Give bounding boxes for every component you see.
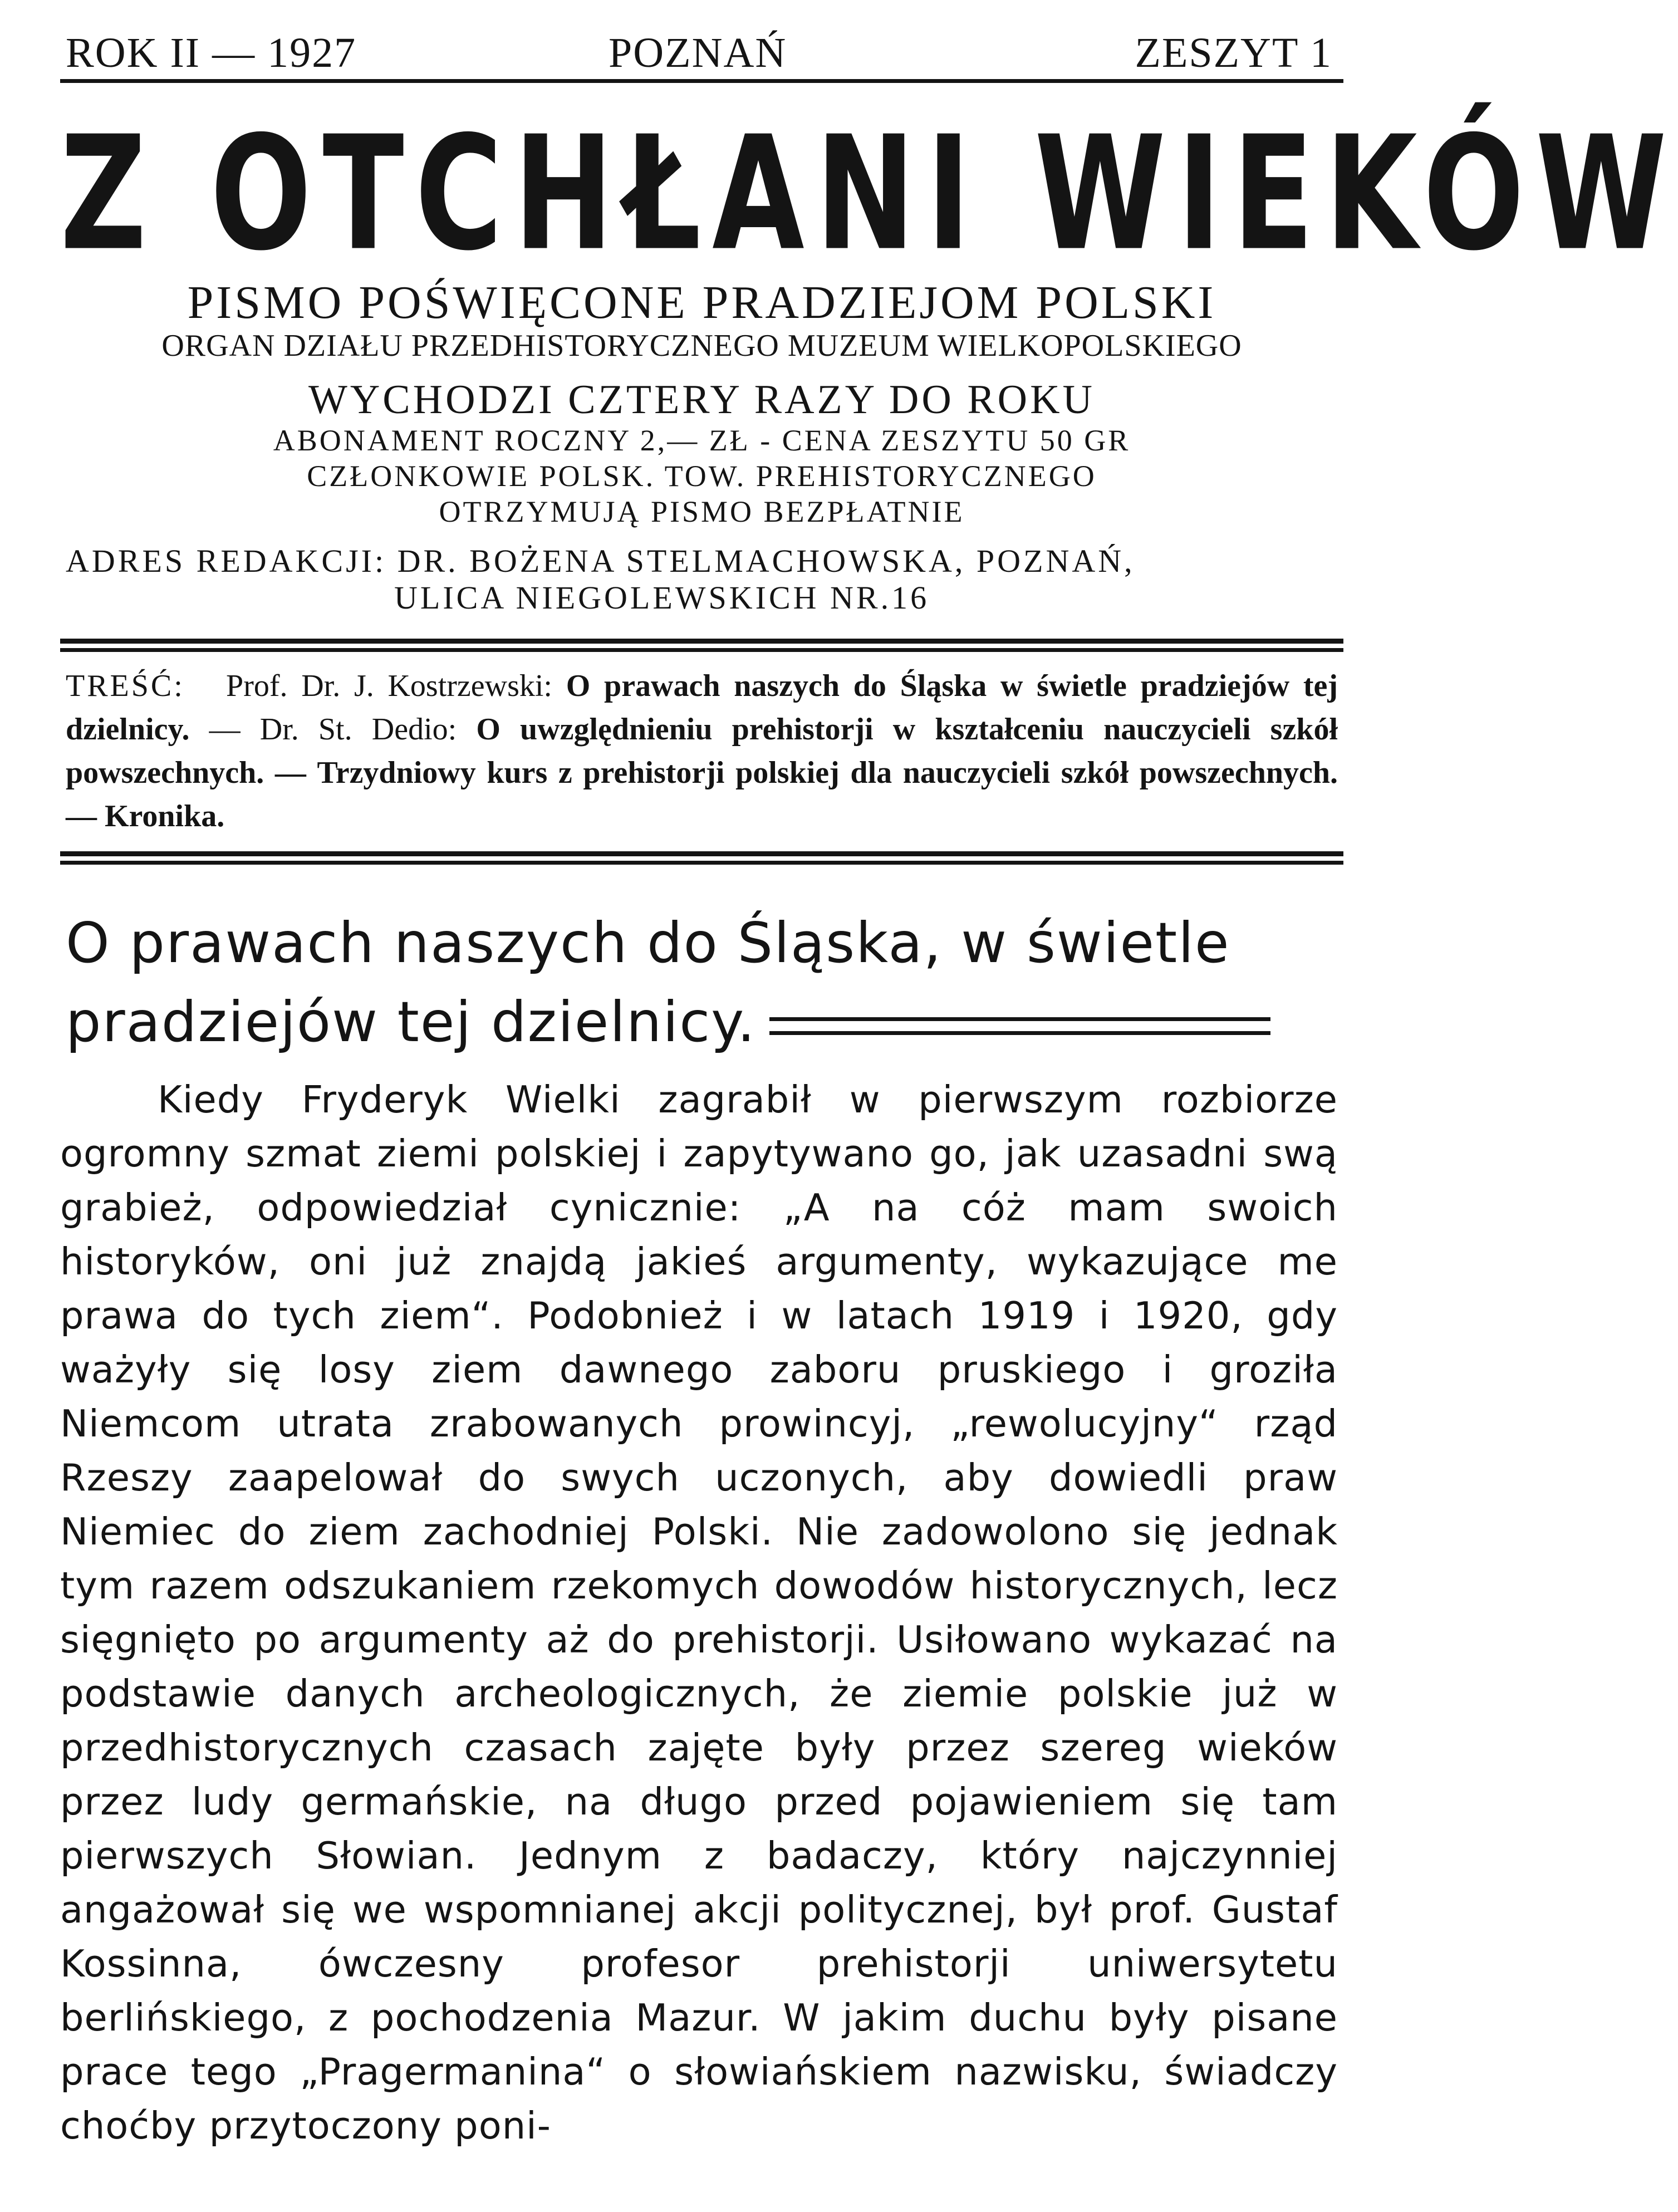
title-ornament-rule (769, 1017, 1270, 1035)
members-info-line1: CZŁONKOWIE POLSK. TOW. PREHISTORYCZNEGO (307, 459, 1097, 493)
contents-author2: Dr. St. Dedio: (259, 712, 457, 747)
publication-city: POZNAŃ (609, 30, 787, 76)
editorial-address (60, 543, 1343, 616)
subscription-info: ABONAMENT ROCZNY 2,— ZŁ - CENA ZESZYTU 50 GR (273, 424, 1131, 457)
address-line1: ADRES REDAKCJI: DR. BOŻENA STELMACHOWSKA, POZNAŃ, (66, 543, 1135, 579)
contents-title1: O prawach naszych do Śląska w świetle pradziejów tej dzielnicy. (66, 669, 1338, 747)
contents-title3: Trzydniowy kurs z prehistorji polskiej dla nauczycieli szkół powszechnych. (317, 756, 1338, 790)
article-title (60, 904, 1343, 1062)
article-paragraph: Kiedy Fryderyk Wielki zagrabił w pierwszym rozbiorze ogromny szmat ziemi polskiej i zapytywano go, jak uzasadni swą grabież, odpowiedział cynicznie: „A na cóż mam swoich historyków, oni już znajdą jakieś argumenty, wykazujące me prawa do tych ziem“. Podobnież i w latach 1919 i 1920, gdy ważyły się losy ziem dawnego zaboru pruskiego i groziła Niemcom utrata zrabowanych prowincyj, „rewolucyjny“ rząd Rzeszy zaapelował do swych uczonych, aby dowiedli praw Niemiec do ziem zachodniej Polski. Nie zadowolono się jednak tym razem odszukaniem rzekomych dowodów historycznych, lecz sięgnięto po argumenty aż do prehistorji. Usiłowano wykazać na podstawie danych archeologicznych, że ziemie polskie już w przedhistorycznych czasach zajęte były przez szereg wieków przez ludy germańskie, na długo przed pojawieniem się tam pierwszych Słowian. Jednym z badaczy, który najczynniej angażował się we wspomnianej akcji politycznej, był prof. Gustaf Kossinna, ówczesny profesor prehistorji uniwersytetu berlińskiego, z pochodzenia Mazur. W jakim duchu były pisane prace tego „Pragermanina“ o słowiańskiem nazwisku, świadczy choćby przytoczony poni- (60, 1078, 1338, 2147)
members-info-line2: OTRZYMUJĄ PISMO BEZPŁATNIE (439, 495, 965, 528)
issue-number: ZESZYT 1 (1135, 30, 1332, 76)
journal-title: Z OTCHŁANI WIEKÓW (60, 102, 1678, 286)
journal-organ: ORGAN DZIAŁU PRZEDHISTORYCZNEGO MUZEUM WIELKOPOLSKIEGO (161, 328, 1242, 363)
masthead-top-line (60, 28, 1343, 78)
article-title-text: O prawach naszych do Śląska, w świetle pradziejów tej dzielnicy. (66, 910, 1230, 1054)
volume-year: ROK II — 1927 (66, 30, 357, 76)
contents-title4: Kronika. (105, 799, 225, 833)
table-of-contents (60, 652, 1343, 843)
publication-frequency: WYCHODZI CZTERY RAZY DO ROKU (308, 377, 1095, 423)
journal-subtitle: PISMO POŚWIĘCONE PRADZIEJOM POLSKI (187, 277, 1216, 328)
contents-label: TREŚĆ: (66, 669, 185, 703)
address-line2: ULICA NIEGOLEWSKICH NR.16 (394, 580, 930, 616)
article-body (60, 1073, 1343, 2153)
contents-sep2: — (274, 756, 306, 790)
contents-rule-bottom (60, 851, 1343, 865)
contents-author1: Prof. Dr. J. Kostrzewski: (226, 669, 552, 703)
contents-rule-top (60, 639, 1343, 652)
contents-sep3: — (66, 799, 97, 833)
contents-sep1: — (209, 712, 241, 747)
contents-title2: O uwzględnieniu prehistorji w kształceniu nauczycieli szkół powszechnych. (66, 712, 1338, 790)
masthead-rule (60, 79, 1343, 83)
